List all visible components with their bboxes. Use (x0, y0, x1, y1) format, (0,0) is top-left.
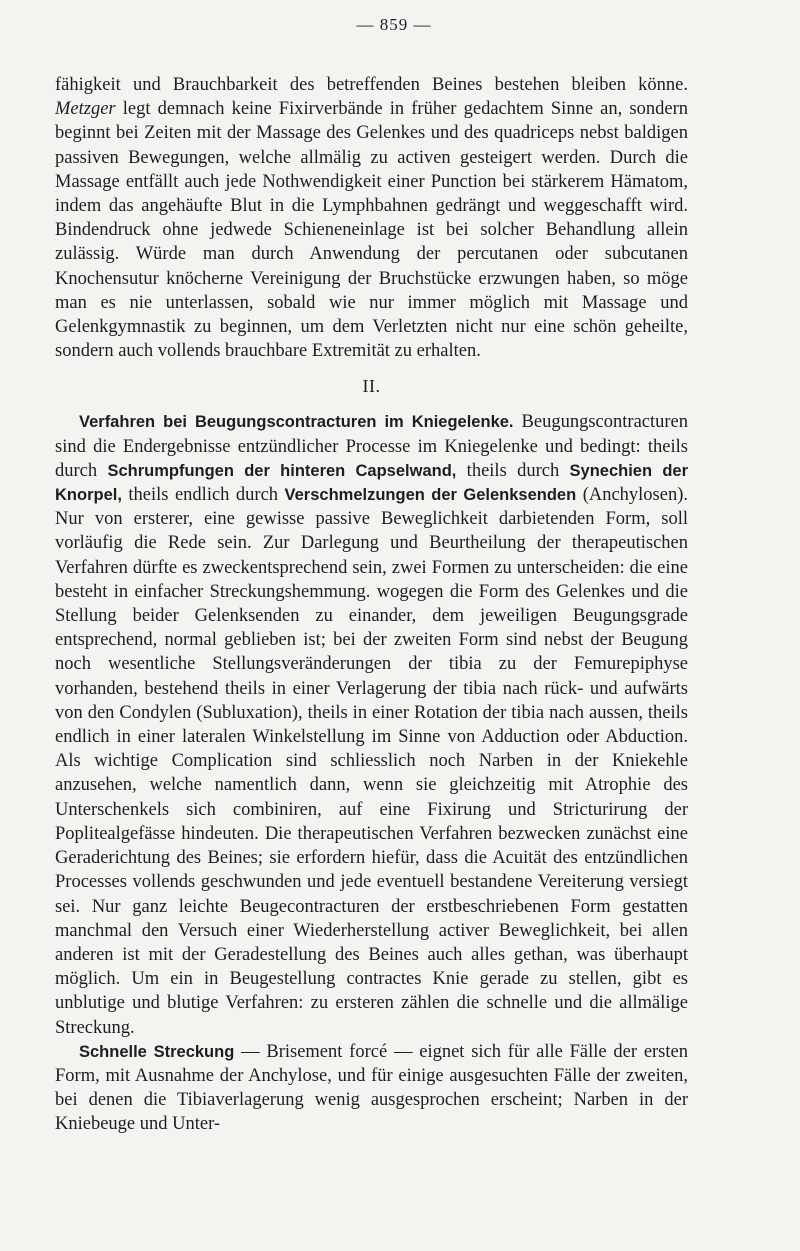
text-run: (Anchylosen). Nur von ersterer, eine gewisse passive Beweglichkeit darbietenden Form, soll vorläufig die Rede sein. Zur Darlegung und Beurtheilung der therapeutischen Verfahren dürfte es zweckentsprechend sein, zwei Formen zu unterscheiden: die eine besteht in einfacher Streckungshemmung. wogegen die Form des Gelenkes und die Stellung beider Gelenksenden zu einander, dem jeweiligen Beugungsgrade entsprechend, normal geblieben ist; bei der zweiten Form sind nebst der Beugung noch wesentliche Stellungsveränderungen der tibia zu der Femurepiphyse vorhanden, bestehend theils in einer Verlagerung der tibia nach rück- und aufwärts von den Condylen (Subluxation), theils in einer Rotation der tibia nach aussen, theils endlich in einer lateralen Winkelstellung im Sinne von Adduction oder Abduction. Als wichtige Complication sind schliesslich noch Narben in der Kniekehle anzusehen, welche namentlich dann, wenn sie gleichzeitig mit Atrophie des Unterschenkels sich combiniren, auf eine Fixirung und Stricturirung der Poplitealgefässe hindeuten. Die therapeutischen Verfahren bezwecken zunächst eine Geraderichtung des Beines; sie erfordern hiefür, dass die Acuität des entzündlichen Processes vollends geschwunden und jede eventuell bestandene Vereiterung versiegt sei. Nur ganz leichte Beugecontracturen der erstbeschriebenen Form gestatten manchmal den Versuch einer Wiederherstellung activer Beweglichkeit, bei allen anderen ist mit der Geradestellung des Beines auch alles gethan, was überhaupt möglich. Um ein in Beugestellung contractes Knie gerade zu stellen, gibt es unblutige und blutige Verfahren: zu ersteren zählen die schnelle und die allmälige Streckung. (55, 485, 689, 1038)
body-text (55, 73, 688, 1137)
text-run: — Brisement forcé — eignet sich für alle Fälle der ersten Form, mit Ausnahme der Anchylose, und für einige ausgesuchten Fälle der zweiten, bei denen die Tibiaverlagerung wenig ausgesprochen erscheint; Narben in der Kniebeuge und Unter- (55, 1041, 688, 1135)
bold-term: Verschmelzungen der Gelenksenden (284, 486, 577, 505)
author-name-italic: Metzger (55, 99, 116, 120)
text-run: Beugungscontracturen sind die Endergebnisse entzündlicher Processe im Kniegelenke und bedingt: theils durch (55, 412, 688, 481)
bold-term: Synechien der Knorpel, (55, 461, 688, 505)
bold-term: Schrumpfungen der hinteren Capselwand, (107, 461, 457, 480)
page-number: — 859 — (356, 15, 432, 34)
section-heading: II. (362, 376, 381, 397)
text-run: legt demnach keine Fixirverbände in früher gedachtem Sinne an, sondern beginnt bei Zeiten mit der Massage des Gelenkes und des quadriceps nebst baldigen passiven Bewegungen, welche allmälig zu activen gesteigert werden. Durch die Massage entfällt auch jede Nothwendigkeit einer Punction bei stärkerem Hämatom, indem das angehäufte Blut in die Lymphbahnen gedrängt und weggeschafft wird. Bindendruck ohne jedwede Schieneneinlage ist bei solcher Behandlung allein zulässig. Würde man durch Anwendung der percutanen oder subcutanen Knochensutur knöcherne Vereinigung der Bruchstücke erzwungen haben, so möge man es nie unterlassen, sobald wie nur immer möglich mit Massage und Gelenkgymnastik zu beginnen, um dem Verletzten nicht nur eine schön geheilte, sondern auch vollends brauchbare Extremität zu erhalten. (55, 99, 688, 362)
text-run: theils durch (456, 460, 570, 481)
paragraph-beugungscontracturen (55, 410, 688, 1039)
bold-heading-run: Verfahren bei Beugungscontracturen im Kniegelenke. (79, 413, 514, 432)
text-run: theils endlich durch (121, 485, 285, 506)
bold-term: Schnelle Streckung (79, 1042, 235, 1061)
paragraph-schnelle-streckung (55, 1040, 688, 1137)
text-run: fähigkeit und Brauchbarkeit des betreffenden Beines bestehen bleiben könne. (55, 75, 688, 95)
paragraph-metzger (55, 73, 688, 363)
